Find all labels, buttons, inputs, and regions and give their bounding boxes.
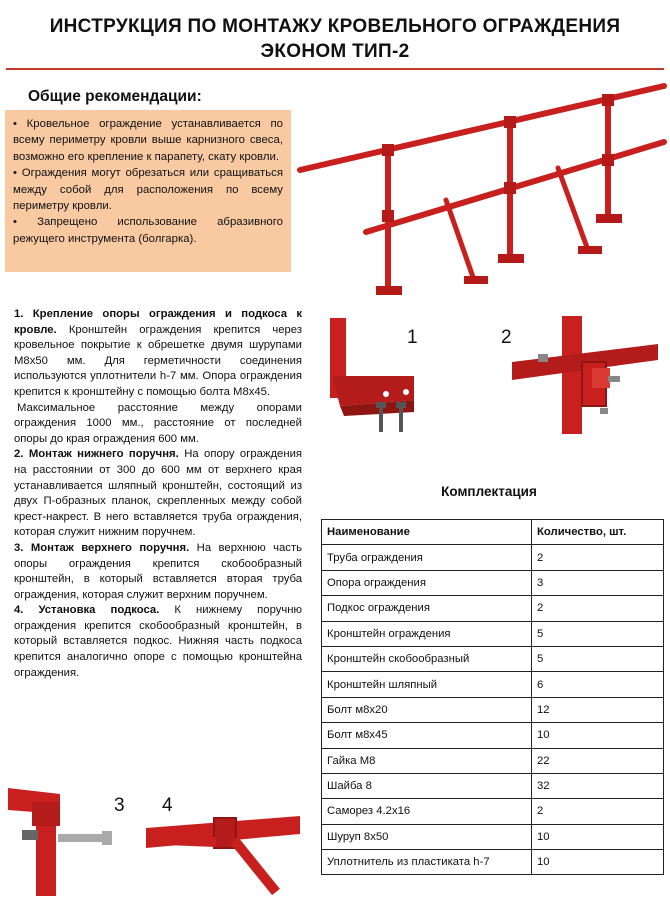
item-name: Гайка М8 [322,748,532,773]
item-name: Опора ограждения [322,570,532,595]
kit-table [321,519,664,875]
table-row [322,621,664,646]
item-name: Саморез 4.2х16 [322,799,532,824]
step-3-text: На верхнюю часть опоры ограждения крепится скобообразный кронштейн, в который вставляется вторая труба ограждения, которая служит верхним поручнем. [14,541,303,601]
item-qty: 2 [532,596,664,621]
table-row [322,545,664,570]
item-qty: 10 [532,723,664,748]
step-4 [14,603,302,681]
item-name: Кронштейн ограждения [322,621,532,646]
table-header-row [322,520,664,545]
table-row [322,596,664,621]
table-row [322,646,664,671]
step-3-title: 3. Монтаж верхнего поручня. [14,541,190,554]
step-1-text: Кронштейн ограждения крепится через кровельное покрытие к обрешетке двумя шурупами М8х50 мм. Для герметичности соединения используются уплотнители h-7 мм. Опора ограждения крепится к кронштейну с помощью болта М8х45. [14,323,302,398]
item-qty: 10 [532,824,664,849]
item-qty: 10 [532,850,664,875]
title-line-1: ИНСТРУКЦИЯ ПО МОНТАЖУ КРОВЕЛЬНОГО ОГРАЖДЕНИЯ [49,16,621,37]
step-1-extra: Максимальное расстояние между опорами ограждения 1000 мм., расстояние от последней опоры до края ограждения 600 мм. [14,401,302,445]
item-qty: 32 [532,773,664,798]
kit-heading: Комплектация [441,484,537,499]
table-row [322,723,664,748]
table-row [322,824,664,849]
item-qty: 3 [532,570,664,595]
figure-2-hat-bracket [512,316,658,434]
item-name: Подкос ограждения [322,596,532,621]
table-row [322,672,664,697]
recommendations-box [5,110,291,272]
item-name: Кронштейн шляпный [322,672,532,697]
recommendation-item: • Ограждения могут обрезаться или сращиваться между собой для расположения по всему периметру кровли. [13,167,283,213]
item-name: Болт м8х20 [322,697,532,722]
railing-illustration [296,82,668,312]
recommendations-heading: Общие рекомендации: [28,88,202,105]
title-line-2: ЭКОНОМ ТИП-2 [260,41,410,62]
figure-3-top-rail [8,784,118,896]
column-header-name: Наименование [322,520,532,545]
table-row [322,850,664,875]
item-qty: 5 [532,621,664,646]
item-qty: 5 [532,646,664,671]
table-row [322,773,664,798]
step-1 [14,307,302,401]
table-row [322,697,664,722]
figure-4-label: 4 [162,795,173,816]
item-qty: 22 [532,748,664,773]
item-name: Болт м8х45 [322,723,532,748]
item-name: Уплотнитель из пластиката h-7 [322,850,532,875]
column-header-qty: Количество, шт. [532,520,664,545]
instructions-text [14,307,302,681]
item-qty: 6 [532,672,664,697]
recommendation-item: • Кровельное ограждение устанавливается по всему периметру кровли выше карнизного свеса, возможно его крепление к парапету, скату кровли. [13,118,283,163]
item-name: Шуруп 8х50 [322,824,532,849]
item-qty: 12 [532,697,664,722]
item-qty: 2 [532,545,664,570]
figure-4-brace [146,812,300,896]
step-1-title: 1. Крепление опоры ограждения и подкоса к кровле. [14,308,302,336]
figure-1-label: 1 [407,327,418,348]
step-2-text: На опору ограждения на расстоянии от 300 до 600 мм от верхнего края устанавливается шляпный кронштейн, состоящий из двух П-образных планок, скрепленных между собой крест-накрест. В него вставляется труба ограждения, которая служит нижним поручнем. [14,448,302,539]
step-3 [14,541,302,603]
item-name: Шайба 8 [322,773,532,798]
title-divider [6,68,664,70]
step-4-text: К нижнему поручню ограждения крепится скобообразный кронштейн, в который вставляется подкос. Нижняя часть подкоса крепится аналогично опоре с помощью кронштейна ограждения. [14,604,302,679]
step-2-title: 2. Монтаж нижнего поручня. [14,448,179,461]
table-row [322,748,664,773]
figure-3-label: 3 [114,795,125,816]
page-title [0,14,670,64]
figure-2-label: 2 [501,327,512,348]
item-qty: 2 [532,799,664,824]
table-row [322,570,664,595]
step-2 [14,447,302,541]
item-name: Кронштейн скобообразный [322,646,532,671]
step-4-title: 4. Установка подкоса. [14,604,160,617]
item-name: Труба ограждения [322,545,532,570]
recommendation-item: • Запрещено использование абразивного режущего инструмента (болгарка). [13,216,283,245]
table-row [322,799,664,824]
